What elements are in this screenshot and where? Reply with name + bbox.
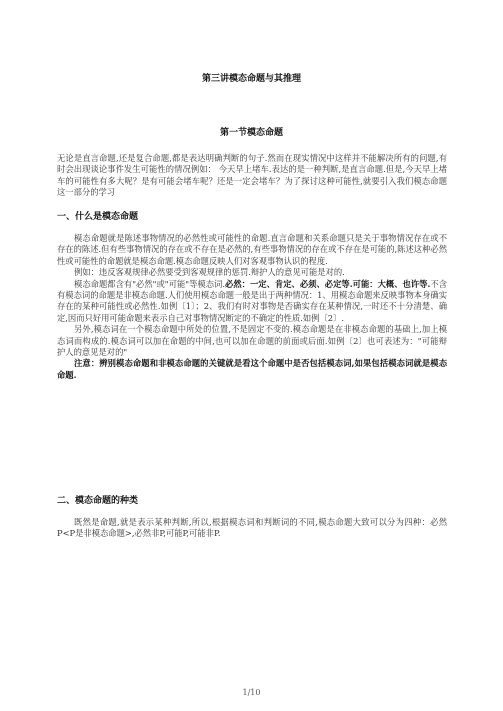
body-section-1: [57, 233, 447, 381]
paragraph-modal-words: [57, 279, 447, 325]
document-title: 第三讲模态命题与其推理: [201, 74, 301, 84]
modal-words-usage: 不含有模态词的命题是非模态命题.人们使用模态命题一般是出于两种情况：1、用模态命题来反映事物本身确实存在的某种可能性或必然性.如例〔1〕；2、我们有时对事物是否确实存在某种情况,一时还不十分清楚、确定,因而只好用可能命题来表示自己对事物情况断定的不确定的性质.如例〔2〕.: [57, 278, 447, 323]
page-number: 1/10: [242, 688, 261, 697]
paragraph-definition: 模态命题就是陈述事物情况的必然性或可能性的命题.直言命题和关系命题只是关于事物情况存在或不存在的陈述.但有些事物情况的存在或不存在是必然的,有些事物情况的存在或不存在是可能的,陈述这种必然性或可能性的命题就是模态命题.模态命题反映人们对客观事物认识的程度.: [57, 233, 447, 266]
intro-text: 无论是直言命题,还是复合命题,都是表达明确判断的句子.然而在现实情况中这样并不能解决所有的问题,有时会出现谈论事件发生可能性的情况例如： 今天早上堵车.表达的是一种判断,是直言命题.但是,今天早上堵车的可能性有多大呢？是有可能会堵车呢？还是一定会堵车？为了探讨这种可能性,就要引入我们模态命题这一部分的学习: [57, 153, 447, 198]
body-section-2: [57, 517, 447, 540]
paragraph-example: 例如：违反客观规律必然要受到客观规律的惩罚.辩护人的意见可能是对的.: [74, 267, 345, 278]
paragraph-note: 注意：辨别模态命题和非模态命题的关键就是看这个命题中是否包括模态词,如果包括模态词就是模态命题.: [57, 358, 447, 380]
section-title: 第一节模态命题: [219, 128, 283, 138]
intro-paragraph: [57, 153, 447, 199]
modal-words-intro: 模态命题都含有"必然"或"可能"等模态词.: [74, 278, 225, 289]
paragraph-kinds: 既然是命题,就是表示某种判断,所以,根据模态词和判断词的不同,模态命题大致可以分为四种：必然P<P是非模态命题>,必然非P,可能P,可能非P.: [57, 517, 447, 539]
modal-words-list: 必然：一定、肯定、必须、必定等.可能：大概、也许等.: [225, 278, 431, 289]
heading-kinds: 二、模态命题的种类: [57, 496, 139, 506]
heading-what-is-modal: 一、什么是模态命题: [57, 212, 139, 222]
paragraph-position: 另外,模态词在一个模态命题中所处的位置,不是固定不变的.模态命题是在非模态命题的基础上,加上模态词而构成的.模态词可以加在命题的中间,也可以加在命题的前面或后面.如例〔2〕也可表述为："可能辩护人的意见是对的": [57, 324, 447, 358]
